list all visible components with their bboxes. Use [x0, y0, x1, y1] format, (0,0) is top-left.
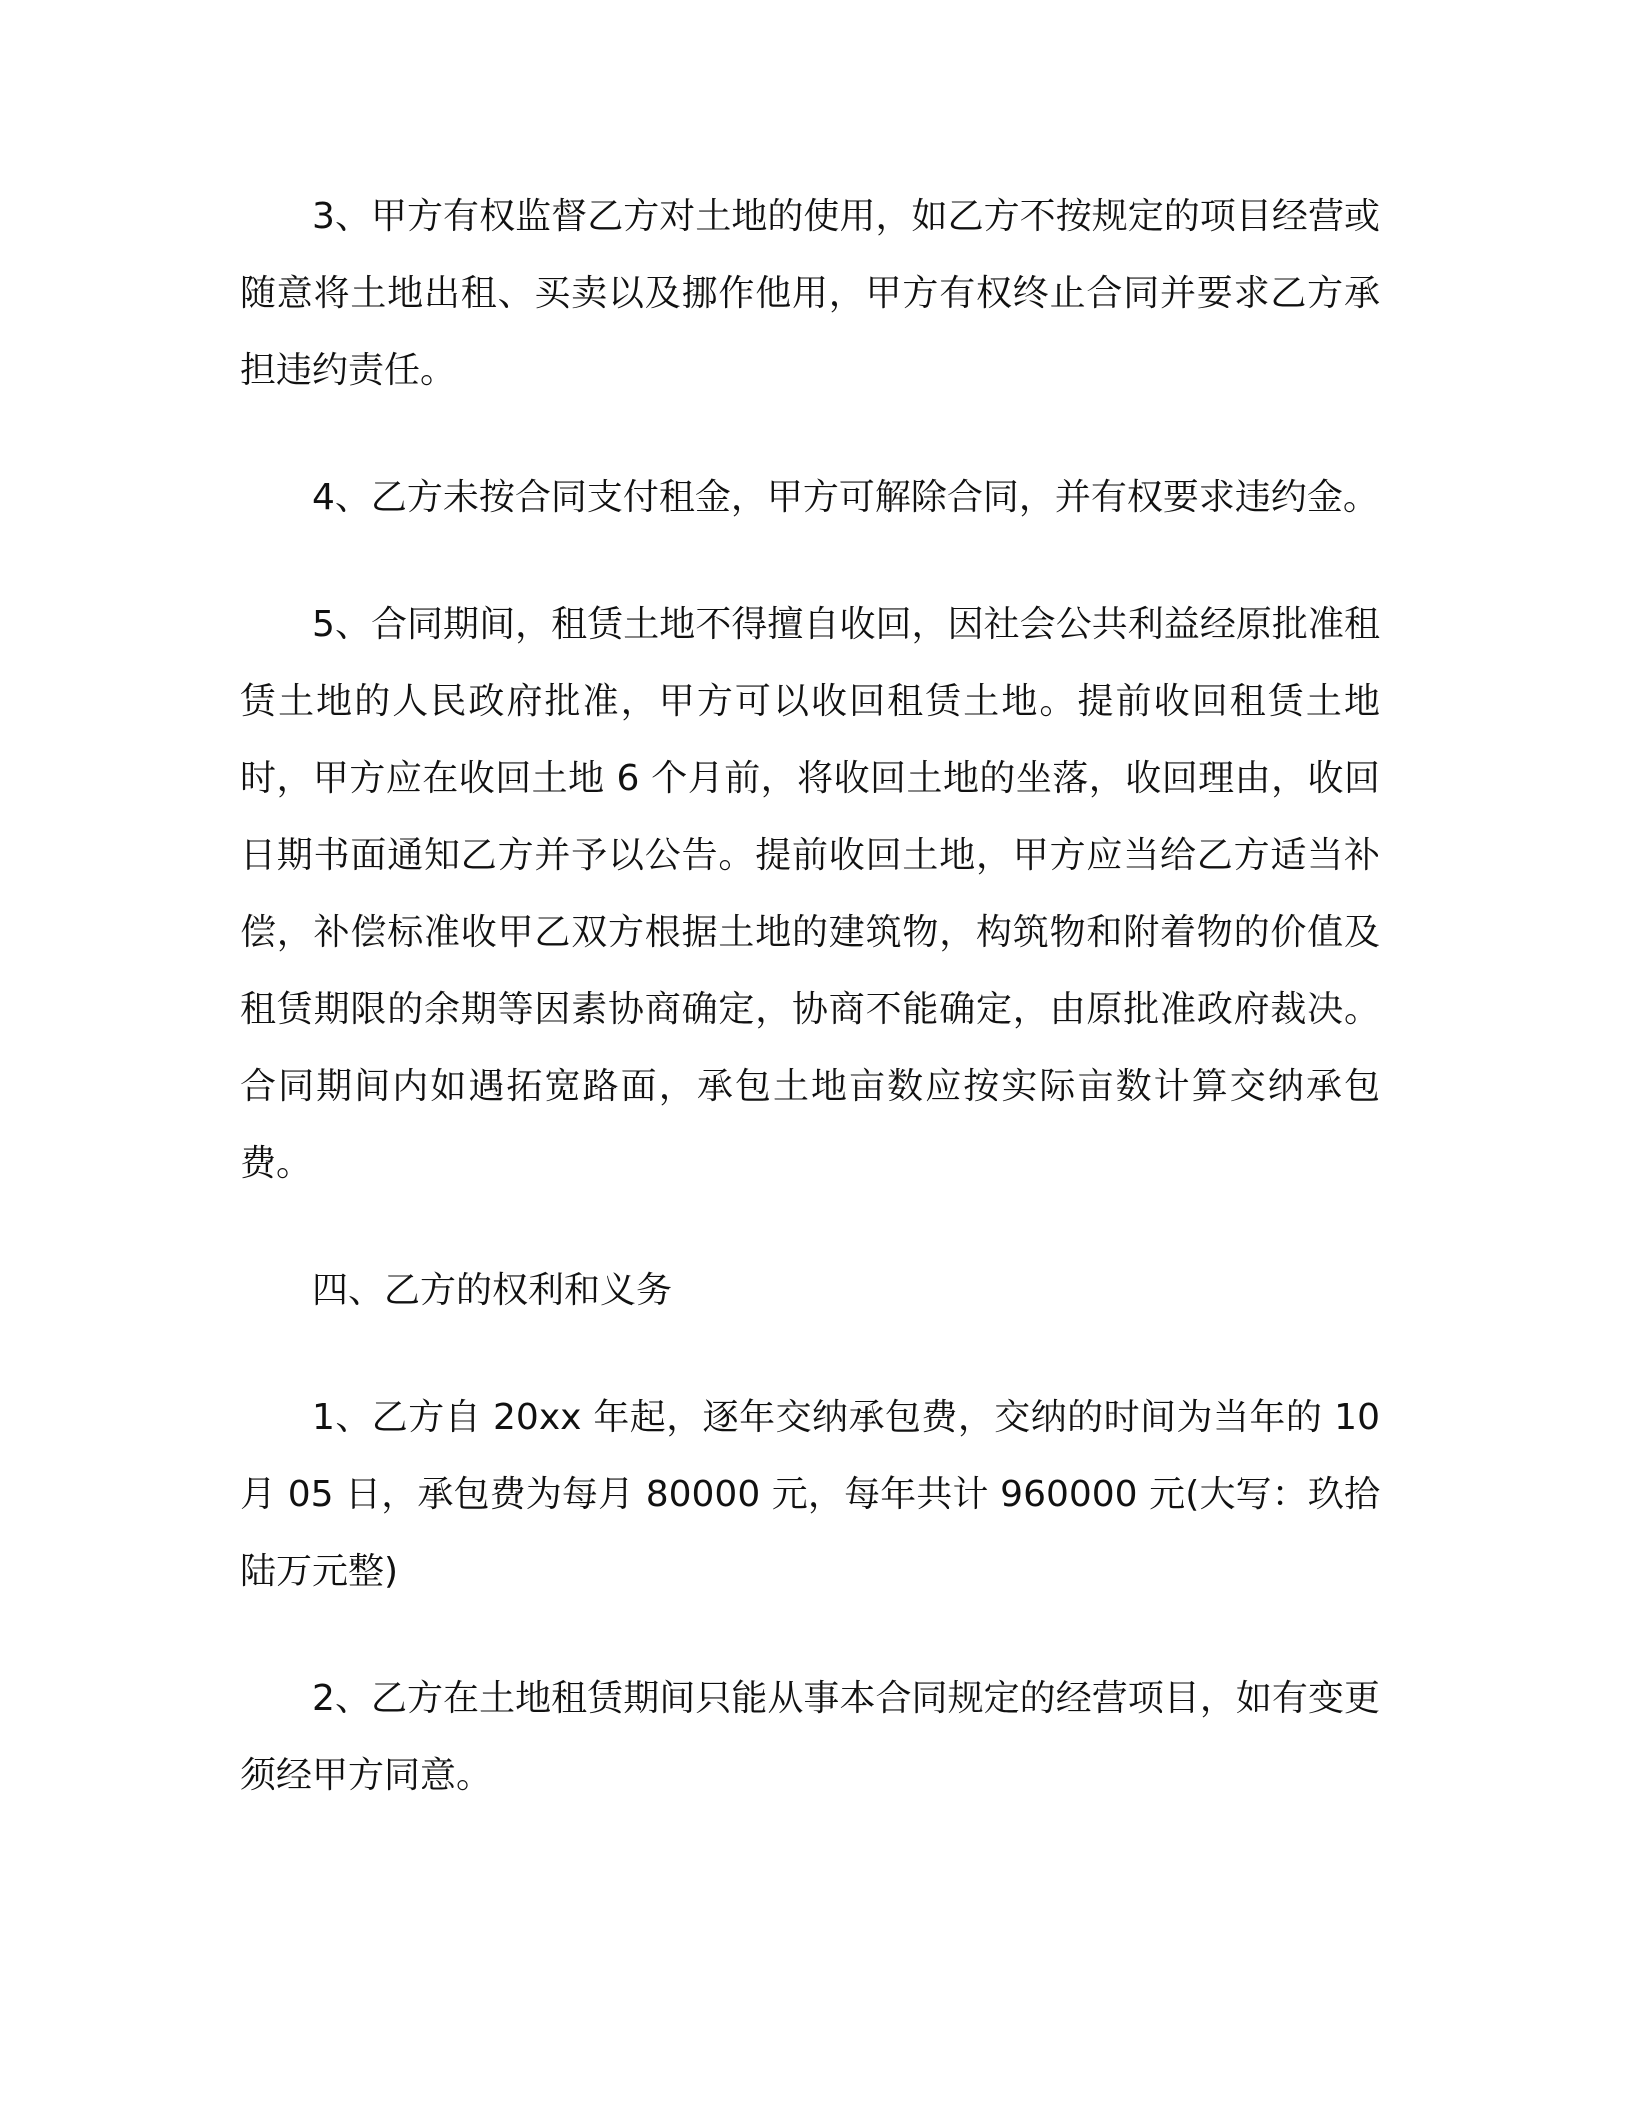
document-body — [240, 178, 1380, 1864]
party-b-clause-2-business-scope: 2、乙方在土地租赁期间只能从事本合同规定的经营项目，如有变更须经甲方同意。 — [240, 1678, 1380, 1796]
clause-3-party-a-supervision: 3、甲方有权监督乙方对土地的使用，如乙方不按规定的项目经营或随意将土地出租、买卖以及挪作他用，甲方有权终止合同并要求乙方承担违约责任。 — [240, 196, 1380, 391]
section-heading-party-b-rights: 四、乙方的权利和义务 — [312, 1270, 673, 1311]
party-b-clause-1-payment: 1、乙方自 20xx 年起，逐年交纳承包费，交纳的时间为当年的 10 月 05 日，承包费为每月 80000 元，每年共计 960000 元(大写：玖拾陆万元整) — [240, 1397, 1380, 1592]
clause-5-land-recovery: 5、合同期间，租赁土地不得擅自收回，因社会公共利益经原批准租赁土地的人民政府批准，甲方可以收回租赁土地。提前收回租赁土地时，甲方应在收回土地 6 个月前，将收回土地的坐落，收回理由，收回日期书面通知乙方并予以公告。提前收回土地，甲方应当给乙方适当补偿，补偿标准收甲乙双方根据土地的建筑物，构筑物和附着物的价值及租赁期限的余期等因素协商确定，协商不能确定，由原批准政府裁决。合同期间内如遇拓宽路面，承包土地亩数应按实际亩数计算交纳承包费。 — [240, 604, 1380, 1184]
clause-4-rent-default: 4、乙方未按合同支付租金，甲方可解除合同，并有权要求违约金。 — [312, 477, 1379, 518]
